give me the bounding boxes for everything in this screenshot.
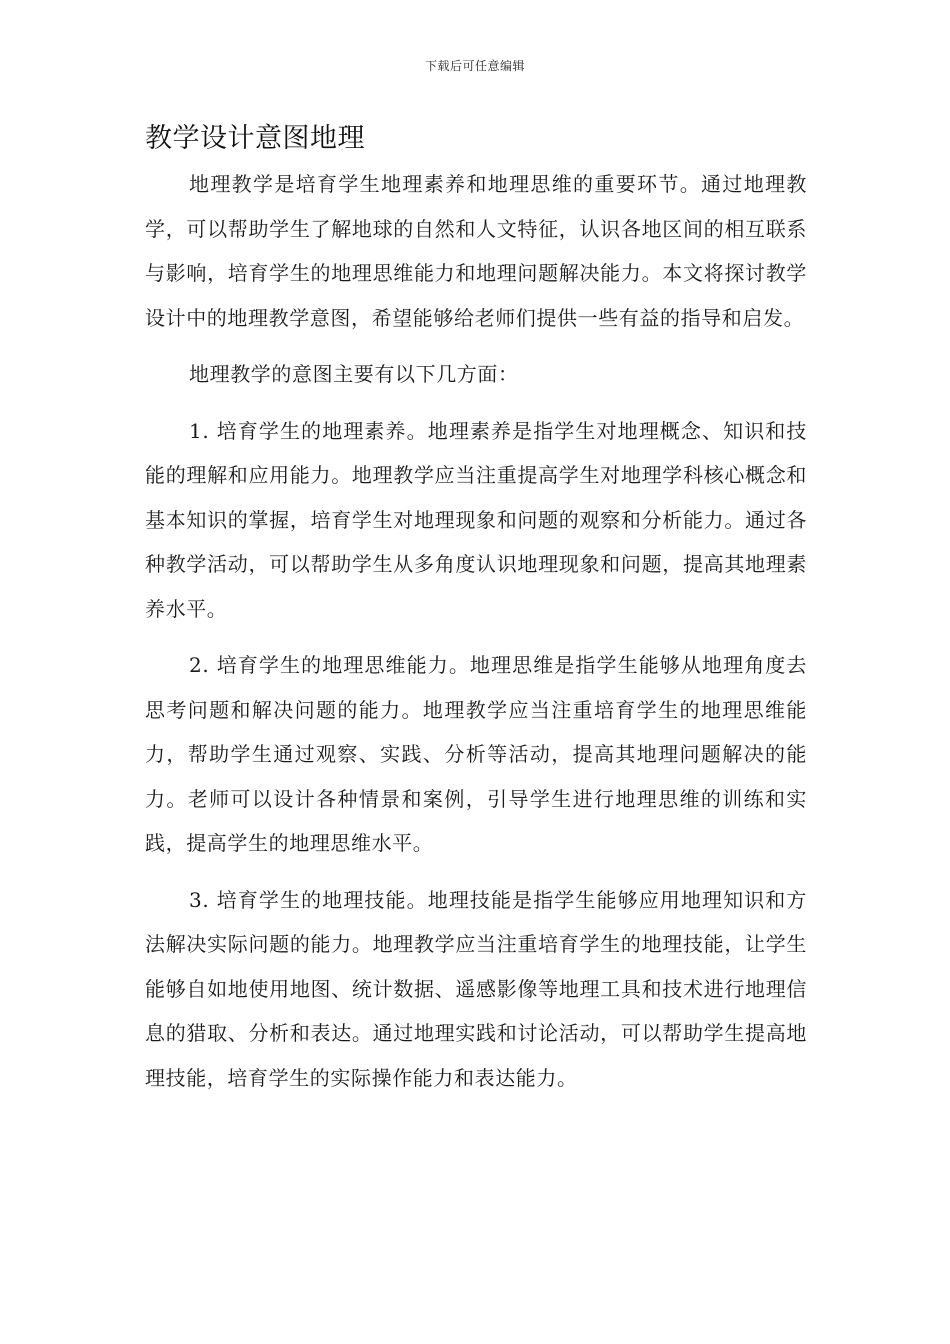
paragraph-intro: 地理教学是培育学生地理素养和地理思维的重要环节。通过地理教学，可以帮助学生了解地球的自然和人文特征，认识各地区间的相互联系与影响，培育学生的地理思维能力和地理问题解决能力。本文将探讨教学设计中的地理教学意图，希望能够给老师们提供一些有益的指导和启发。 [145, 172, 807, 330]
header-note: 下载后可任意编辑 [424, 59, 525, 73]
paragraph-item-1: 1. 培育学生的地理素养。地理素养是指学生对地理概念、知识和技能的理解和应用能力。地理教学应当注重提高学生对地理学科核心概念和基本知识的掌握，培育学生对地理现象和问题的观察和分析能力。通过各种教学活动，可以帮助学生从多角度认识地理现象和问题，提高其地理素养水平。 [145, 418, 807, 621]
paragraph-item-2: 2. 培育学生的地理思维能力。地理思维是指学生能够从地理角度去思考问题和解决问题的能力。地理教学应当注重培育学生的地理思维能力，帮助学生通过观察、实践、分析等活动，提高其地理问题解决的能力。老师可以设计各种情景和案例，引导学生进行地理思维的训练和实践，提高学生的地理思维水平。 [145, 653, 807, 855]
paragraph-item-3: 3. 培育学生的地理技能。地理技能是指学生能够应用地理知识和方法解决实际问题的能力。地理教学应当注重培育学生的地理技能，让学生能够自如地使用地图、统计数据、遥感影像等地理工具和技术进行地理信息的猎取、分析和表达。通过地理实践和讨论活动，可以帮助学生提高地理技能，培育学生的实际操作能力和表达能力。 [145, 887, 807, 1090]
document-body [145, 162, 807, 1100]
paragraph-lead: 地理教学的意图主要有以下几方面： [189, 362, 519, 386]
document-title: 教学设计意图地理 [145, 123, 365, 154]
